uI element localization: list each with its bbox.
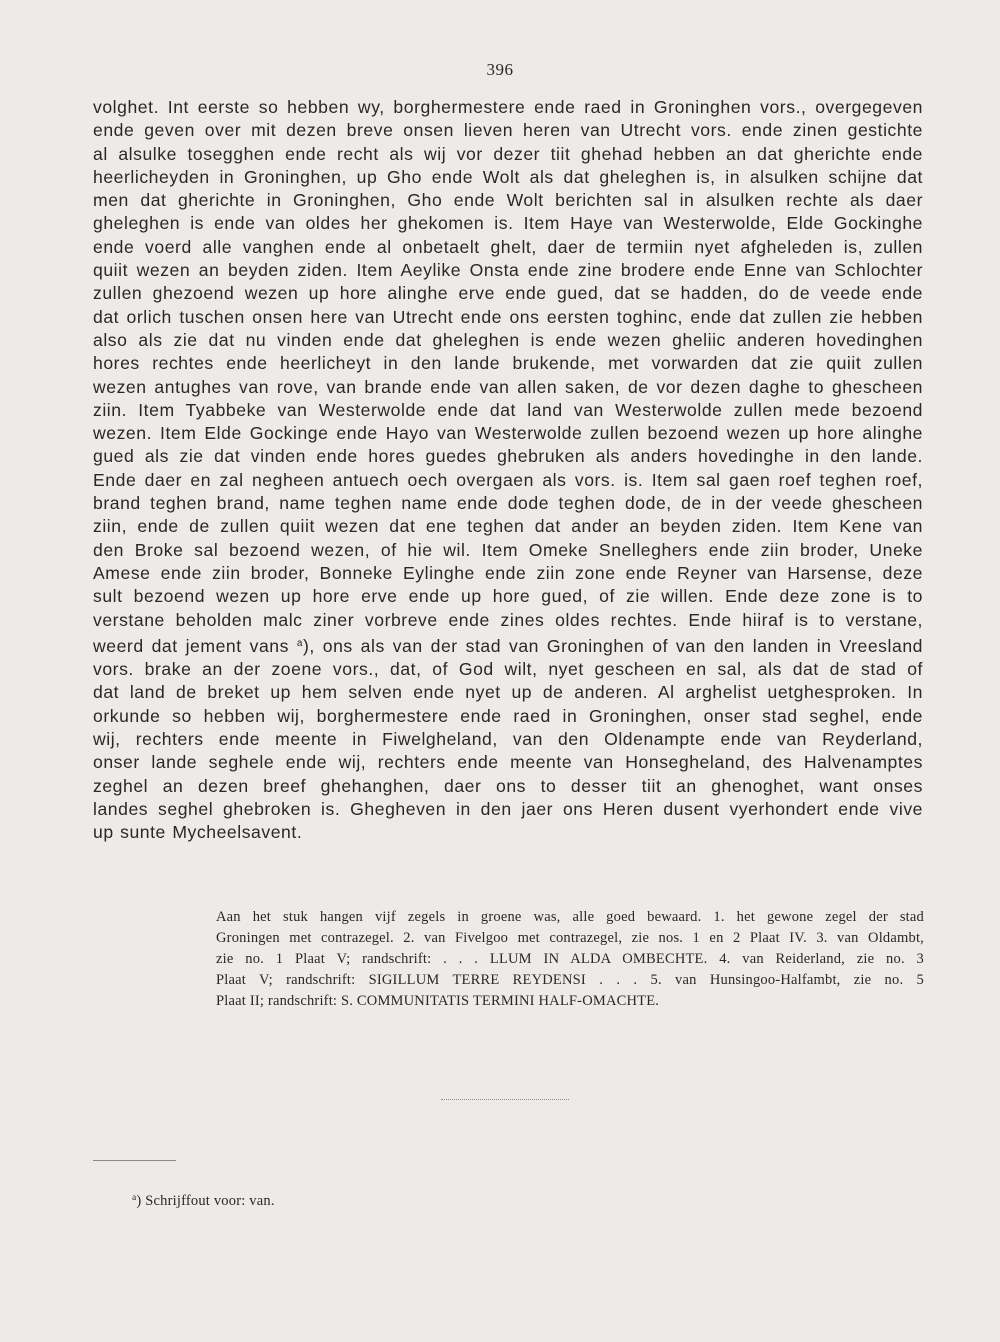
text-line: sult bezoend wezen up hore erve ende up hore gued, of zie willen. Ende deze zone is to (93, 586, 923, 607)
text-line: onser lande seghele ende wij, rechters ende meente van Honsegheland, des Halvenamptes (93, 752, 923, 773)
text-line: den Broke sal bezoend wezen, of hie wil. Item Omeke Snelleghers ende ziin broder, Uneke (93, 539, 923, 560)
text-line: orkunde so hebben wij, borghermestere ende raed in Groninghen, onser stad seghel, ende (93, 705, 923, 726)
line-text: weerd dat jement vans (93, 635, 289, 656)
note-line: Groningen met contrazegel. 2. van Fivelgoo met contrazegel, zie nos. 1 en 2 Plaat IV. 3. van Oldambt, (216, 930, 924, 946)
footnote-rule (93, 1160, 176, 1161)
text-line: brand teghen brand, name teghen name ende dode teghen dode, de in der veede ghescheen (93, 493, 923, 514)
text-line: Amese ende ziin broder, Bonneke Eylinghe ende ziin zone ende Reyner van Harsense, deze (93, 562, 923, 583)
footnote-reference[interactable]: a (296, 637, 303, 649)
text-line: wij, rechters ende meente in Fiwelgheland, van den Oldenampte ende van Reyderland, (93, 729, 923, 750)
text-line: zeghel an dezen breef ghehanghen, daer ons to desser tiit an ghenoghet, want onses (93, 775, 923, 796)
text-line: vors. brake an der zoene vors., dat, of God wilt, nyet gescheen en sal, als dat de stad of (93, 659, 923, 680)
text-line: hores rechtes ende heerlicheyt in den lande brukende, met vorwarden dat zie quiit zullen (93, 353, 923, 374)
text-line: also als zie dat nu vinden ende dat gheleghen is ende wezen gheliic anderen hovedinghen (93, 329, 923, 350)
text-line: ziin, ende de zullen quiit wezen dat ene teghen dat ander an beyden ziden. Item Kene van (93, 516, 923, 537)
text-line: quiit wezen an beyden ziden. Item Aeylike Onsta ende zine brodere ende Enne van Schlochter (93, 260, 923, 281)
note-line: Plaat V; randschrift: SIGILLUM TERRE REYDENSI . . . 5. van Hunsingoo-Halfambt, zie no. 5 (216, 972, 924, 988)
text-line-with-footnote (93, 632, 923, 658)
text-line: ende voerd alle vanghen ende al onbetaelt ghelt, daer de termiin nyet afgheleden is, zullen (93, 236, 923, 257)
note-line: Plaat II; randschrift: S. COMMUNITATIS TERMINI HALF-OMACHTE. (216, 993, 660, 1009)
text-line: heerlicheyden in Groninghen, up Gho ende Wolt als dat gheleghen is, in alsulken schijne dat (93, 166, 923, 187)
footnote (132, 1193, 275, 1210)
text-line: zullen ghezoend wezen up hore alinghe erve ende gued, dat se hadden, do de veede ende (93, 283, 923, 304)
text-line: Ende daer en zal negheen antuech oech overgaen als vors. is. Item sal gaen roef teghen roef, (93, 469, 923, 490)
note-line: zie no. 1 Plaat V; randschrift: . . . LLUM IN ALDA OMBECHTE. 4. van Reiderland, zie no. 3 (216, 951, 924, 967)
text-line: up sunte Mycheelsavent. (93, 822, 303, 843)
main-text (93, 96, 923, 845)
text-line: dat orlich tuschen onsen here van Utrecht ende ons eersten toghinc, ende dat zullen zie hebben (93, 306, 923, 327)
text-line: wezen antughes van rove, van brande ende van allen saken, de vor dezen daghe to ghescheen (93, 376, 923, 397)
text-line: ende geven over mit dezen breve onsen lieven heren van Utrecht vors. ende zinen gestichte (93, 120, 923, 141)
text-line: landes seghel ghebroken is. Ghegheven in den jaer ons Heren dusent vyerhondert ende vive (93, 798, 923, 819)
seal-note (216, 907, 924, 1012)
text-line: verstane beholden malc ziner vorbreve ende zines oldes rechtes. Ende hiiraf is to verstane, (93, 609, 923, 630)
text-line: gued als zie dat vinden ende hores guedes ghebruken als anders hovedinghe in den lande. (93, 446, 923, 467)
page-number: 396 (486, 60, 514, 79)
footnote-marker: a (132, 1193, 137, 1203)
text-line: wezen. Item Elde Gockinge ende Hayo van Westerwolde zullen bezoend wezen up hore alinghe (93, 423, 923, 444)
footnote-text: ) Schrijffout voor: van. (136, 1193, 275, 1209)
text-line: men dat gherichte in Groninghen, Gho ende Wolt berichten sal in alsulken rechte als daer (93, 190, 923, 211)
note-line: Aan het stuk hangen vijf zegels in groene was, alle goed bewaard. 1. het gewone zegel der stad (216, 909, 924, 925)
text-line: ziin. Item Tyabbeke van Westerwolde ende dat land van Westerwolde zullen mede bezoend (93, 399, 923, 420)
text-line: gheleghen is ende van oldes her ghekomen is. Item Haye van Westerwolde, Elde Gockinghe (93, 213, 923, 234)
section-ornament (441, 1099, 569, 1101)
line-text: ), ons als van der stad van Groninghen of van den landen in Vreesland (303, 635, 923, 656)
text-line: volghet. Int eerste so hebben wy, borghermestere ende raed in Groninghen vors., overgegeven (93, 97, 923, 117)
text-line: dat land de breket up hem selven ende nyet up de anderen. Al arghelist uetghesproken. In (93, 682, 923, 703)
text-line: al alsulke tosegghen ende recht als wij vor dezer tiit ghehad hebben an dat gherichte ende (93, 143, 923, 164)
